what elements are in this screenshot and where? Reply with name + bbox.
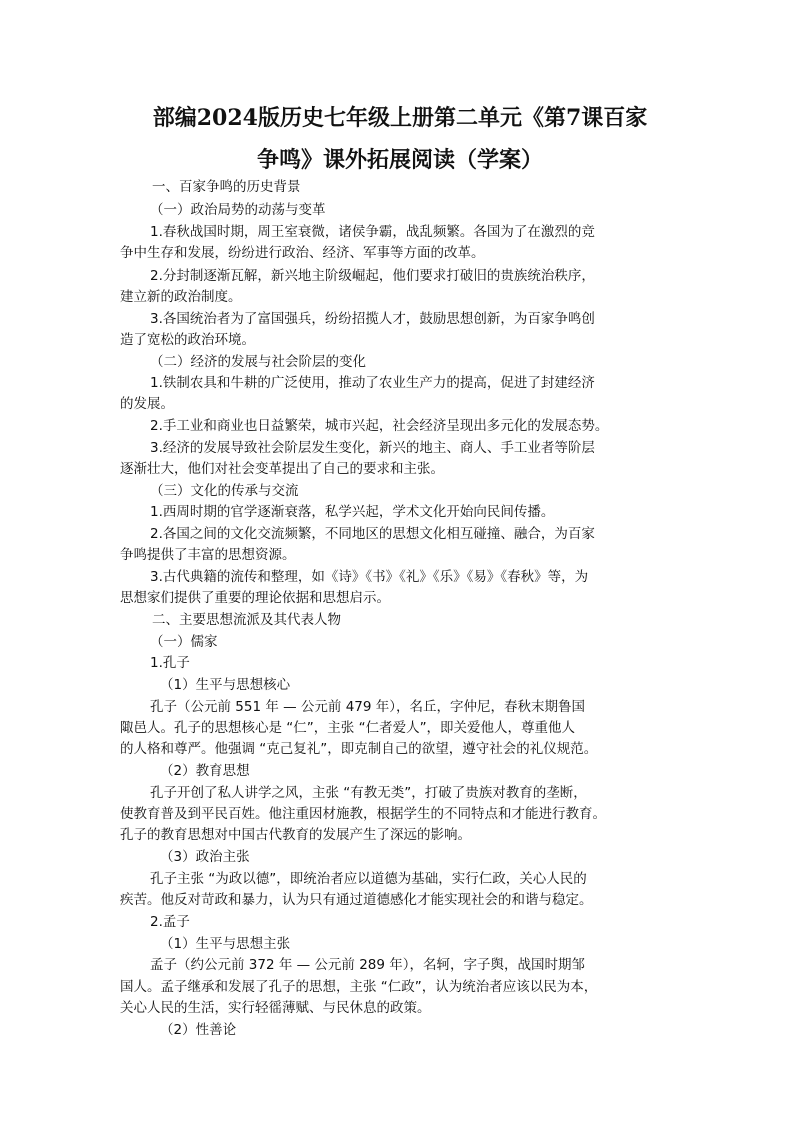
paragraph-line: 国人。孟子继承和发展了孔子的思想，主张 “仁政”，认为统治者应该以民为本， [120, 979, 598, 995]
paragraph-line: 逐渐壮大，他们对社会变革提出了自己的要求和主张。 [120, 461, 444, 477]
paragraph-line: 3.经济的发展导致社会阶层发生变化，新兴的地主、商人、手工业者等阶层 [150, 440, 595, 456]
paragraph-line: 孔子的教育思想对中国古代教育的发展产生了深远的影响。 [120, 827, 471, 843]
paragraph-line: 疾苦。他反对苛政和暴力，认为只有通过道德感化才能实现社会的和谐与稳定。 [120, 892, 593, 908]
paragraph-line: 3.各国统治者为了富国强兵，纷纷招揽人才，鼓励思想创新，为百家争鸣创 [150, 311, 595, 327]
subsection-heading: 1.孔子 [150, 655, 190, 671]
paragraph-line: 2.分封制逐渐瓦解，新兴地主阶级崛起，他们要求打破旧的贵族统治秩序， [150, 268, 595, 284]
paragraph-line: 孔子开创了私人讲学之风，主张 “有教无类”，打破了贵族对教育的垄断， [150, 785, 587, 801]
paragraph-line: 3.古代典籍的流传和整理，如《诗》《书》《礼》《乐》《易》《春秋》等，为 [150, 569, 589, 585]
section-heading: 一、百家争鸣的历史背景 [152, 179, 301, 195]
paragraph-line: 建立新的政治制度。 [120, 289, 242, 305]
document-title-line2: 争鸣》课外拓展阅读（学案） [256, 147, 543, 173]
subsection-heading: （1）生平与思想核心 [160, 677, 291, 693]
paragraph-line: 思想家们提供了重要的理论依据和思想启示。 [120, 590, 390, 606]
paragraph-line: 使教育普及到平民百姓。他注重因材施教，根据学生的不同特点和才能进行教育。 [120, 806, 606, 822]
paragraph-line: 的发展。 [120, 396, 174, 412]
section-heading: 二、主要思想流派及其代表人物 [152, 612, 341, 628]
paragraph-line: 陬邑人。孔子的思想核心是 “仁”，主张 “仁者爱人”，即关爱他人，尊重他人 [120, 720, 576, 736]
subsection-heading: （二）经济的发展与社会阶层的变化 [150, 354, 366, 370]
paragraph-line: 关心人民的生活，实行轻徭薄赋、与民休息的政策。 [120, 1000, 431, 1016]
paragraph-line: 2.手工业和商业也日益繁荣，城市兴起，社会经济呈现出多元化的发展态势。 [150, 418, 609, 434]
paragraph-line: 造了宽松的政治环境。 [120, 332, 255, 348]
paragraph-line: 争鸣提供了丰富的思想资源。 [120, 547, 296, 563]
subsection-heading: （2）教育思想 [160, 763, 250, 779]
document-title-line1: 部编2024版历史七年级上册第二单元《第7课百家 [152, 105, 648, 131]
subsection-heading: （3）政治主张 [160, 849, 250, 865]
subsection-heading: （1）生平与思想主张 [160, 936, 291, 952]
paragraph-line: 1.铁制农具和牛耕的广泛使用，推动了农业生产力的提高，促进了封建经济 [150, 375, 595, 391]
paragraph-line: 孔子主张 “为政以德”，即统治者应以道德为基础，实行仁政，关心人民的 [150, 871, 587, 887]
subsection-heading: （三）文化的传承与交流 [150, 483, 299, 499]
paragraph-line: 争中生存和发展，纷纷进行政治、经济、军事等方面的改革。 [120, 245, 485, 261]
paragraph-line: 的人格和尊严。他强调 “克己复礼”，即克制自己的欲望，遵守社会的礼仪规范。 [120, 741, 598, 757]
paragraph-line: 2.各国之间的文化交流频繁，不同地区的思想文化相互碰撞、融合，为百家 [150, 526, 595, 542]
subsection-heading: （一）儒家 [150, 634, 218, 650]
paragraph-line: 孟子（约公元前 372 年 — 公元前 289 年），名轲，字子舆，战国时期邹 [150, 957, 586, 973]
paragraph-line: 1.春秋战国时期，周王室衰微，诸侯争霸，战乱频繁。各国为了在激烈的竞 [150, 224, 595, 240]
subsection-heading: （一）政治局势的动荡与变革 [150, 202, 326, 218]
subsection-heading: （2）性善论 [160, 1022, 237, 1038]
subsection-heading: 2.孟子 [150, 914, 190, 930]
paragraph-line: 孔子（公元前 551 年 — 公元前 479 年），名丘，字仲尼，春秋末期鲁国 [150, 699, 586, 715]
paragraph-line: 1.西周时期的官学逐渐衰落，私学兴起，学术文化开始向民间传播。 [150, 504, 555, 520]
